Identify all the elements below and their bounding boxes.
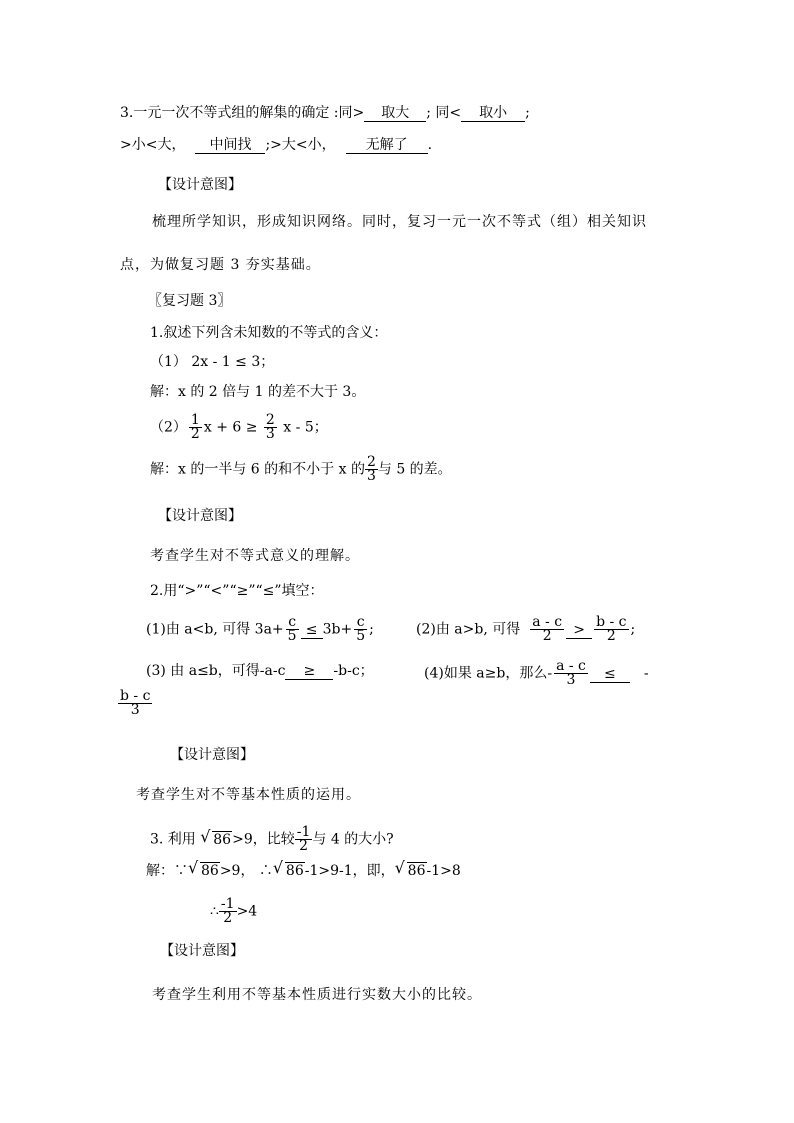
q2c-lead: (3) 由 a≤b，可得-a-c (146, 663, 286, 679)
q1b-lead: （2） (150, 419, 187, 436)
radical-sign: √ (272, 858, 284, 877)
frac-den: 5 (356, 628, 366, 644)
sqrt-86-b (272, 858, 305, 880)
design-intent-text-2: 考查学生对不等式意义的理解。 (150, 548, 360, 564)
frac-den: 3 (554, 673, 588, 687)
solution-set-rule-line1 (120, 104, 530, 122)
q2d-end: - (643, 665, 649, 682)
frac-num: a - c (556, 658, 586, 674)
blank-2d: ≤ (590, 666, 630, 683)
q2a-end: ; (369, 621, 374, 638)
frac-num: b - c (596, 614, 627, 630)
question-1-prompt: 1.叙述下列含未知数的不等式的含义： (150, 325, 388, 341)
frac-den: 3 (265, 426, 275, 442)
frac-num: 2 (265, 412, 275, 428)
solution-set-rule-line2 (120, 136, 432, 154)
design-intent-heading-4: 【设计意图】 (160, 943, 244, 959)
design-intent-heading-2: 【设计意图】 (158, 508, 242, 524)
fraction-two-thirds-answer (365, 456, 378, 483)
q3-mid: >9，比较 (232, 831, 295, 848)
design-intent-heading-1: 【设计意图】 (158, 177, 242, 193)
radicand: 86 (213, 831, 232, 848)
fraction-b-minus-c-over-3 (118, 690, 152, 717)
frac-den: 3 (366, 468, 376, 484)
question-2d (424, 660, 649, 687)
frac-num: c (356, 614, 365, 630)
radical-sign: √ (394, 858, 405, 877)
q1b-answer-end: 与 5 的差。 (377, 461, 452, 478)
frac-den: 2 (530, 629, 564, 643)
frac-num: c (288, 614, 297, 630)
rule-lead: 3.一元一次不等式组的解集的确定 :同> (120, 105, 365, 121)
q2a-mid: 3b+ (322, 621, 353, 638)
question-3-prompt (150, 826, 394, 853)
q1b-mid: x + 6 ≥ (203, 419, 262, 436)
q1b-end: x - 5； (278, 419, 328, 436)
q3-sol-end: -1>8 (426, 863, 461, 879)
question-2b (416, 616, 635, 643)
question-3-conclusion (210, 898, 257, 925)
fraction-a-minus-c-over-2 (530, 616, 564, 643)
frac-den: 5 (287, 628, 297, 644)
blank-take-larger: 取大 (364, 105, 426, 122)
q2b-end: ; (630, 621, 636, 638)
question-3-solution (146, 858, 461, 880)
question-2-prompt: 2.用“>”“<”“≥”“≤”填空： (150, 583, 324, 599)
frac-den: 2 (219, 911, 237, 925)
design-intent-text-1a: 梳理所学知识，形成知识网络。同时，复习一元一次不等式（组）相关知识 (152, 214, 647, 230)
fraction-two-thirds (264, 414, 277, 441)
q2b-lead: (2)由 a>b, 可得 (416, 621, 521, 638)
frac-num: b - c (120, 688, 151, 704)
fraction-c-over-5-b (354, 616, 367, 643)
question-2d-wrap (118, 690, 152, 717)
blank-2a: ≤ (301, 622, 323, 639)
sqrt-86 (200, 826, 232, 849)
radicand: 86 (285, 863, 304, 879)
q3-end: 与 4 的大小? (312, 831, 394, 848)
q2c-end: -b-c； (333, 663, 374, 679)
rule-line2-mid: ;>大<小， (265, 137, 336, 153)
q3-sol-mid2: -1>9-1，即， (304, 863, 395, 879)
blank-no-solution: 无解了 (346, 137, 428, 154)
q3-concl-lead: ∴ (210, 903, 219, 920)
question-2c (146, 662, 374, 680)
radical-sign: √ (200, 826, 211, 846)
review-heading: 〖复习题 3〗 (148, 293, 232, 309)
frac-num: -1 (296, 824, 311, 840)
question-1a-answer: 解：x 的 2 倍与 1 的差不大于 3。 (150, 384, 366, 400)
q3-sol-lead: 解：∵ (146, 863, 188, 879)
frac-num: 1 (190, 412, 200, 428)
frac-den: 3 (118, 703, 152, 717)
frac-den: 2 (190, 426, 200, 442)
fraction-a-minus-c-over-3 (554, 660, 588, 687)
frac-num: a - c (532, 614, 563, 630)
blank-2b: > (566, 622, 592, 639)
radicand: 86 (201, 863, 219, 879)
question-2a (146, 616, 374, 643)
design-intent-heading-3: 【设计意图】 (170, 747, 254, 763)
blank-take-smaller: 取小 (461, 105, 525, 122)
question-1b-answer (150, 456, 452, 483)
design-intent-text-4: 考查学生利用不等基本性质进行实数大小的比较。 (152, 987, 482, 1003)
frac-num: 2 (366, 454, 376, 470)
frac-den: 2 (594, 629, 628, 643)
frac-num: -1 (220, 896, 235, 912)
question-1a: （1） 2x - 1 ≤ 3； (150, 354, 275, 370)
rule-mid: ; 同< (426, 105, 462, 121)
sqrt-86-a (188, 858, 220, 880)
question-1b (150, 414, 328, 441)
frac-den: 2 (295, 839, 313, 853)
blank-2c: ≥ (285, 663, 333, 680)
design-intent-text-1b: 点，为做复习题 3 夯实基础。 (120, 257, 321, 273)
fraction-neg1-over-2 (295, 826, 313, 853)
rule-line2-lead: >小<大， (120, 137, 186, 153)
q2a-lead: (1)由 a<b, 可得 3a+ (146, 621, 284, 638)
q3-lead: 3. 利用 (150, 831, 201, 848)
fraction-b-minus-c-over-2 (594, 616, 628, 643)
sqrt-86-c (394, 858, 427, 880)
design-intent-text-3: 考查学生对不等基本性质的运用。 (136, 787, 361, 803)
q3-sol-mid1: >9， ∴ (219, 863, 273, 879)
radical-sign: √ (188, 858, 199, 877)
radicand: 86 (407, 863, 426, 879)
q1b-answer-lead: 解：x 的一半与 6 的和不小于 x 的 (150, 461, 365, 478)
fraction-neg1-over-2-b (219, 898, 237, 925)
rule-end: ; (525, 105, 530, 121)
rule-line2-end: . (427, 137, 433, 153)
q2d-lead: (4)如果 a≥b，那么- (424, 665, 553, 682)
blank-find-middle: 中间找 (195, 137, 265, 154)
fraction-one-half (189, 414, 202, 441)
fraction-c-over-5 (286, 616, 299, 643)
q3-concl-end: >4 (236, 903, 258, 920)
